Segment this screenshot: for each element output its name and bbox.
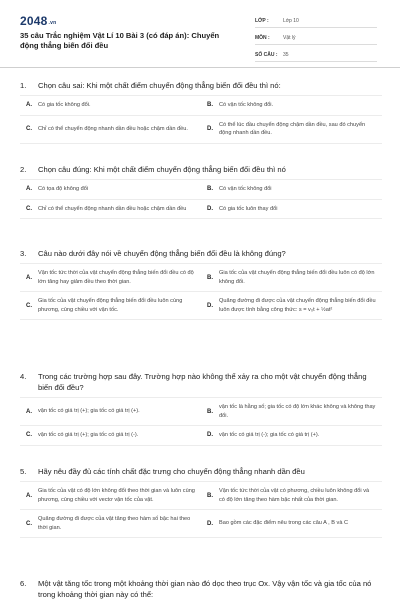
site-logo[interactable]: 2048.vn [20, 14, 57, 28]
page-header [0, 0, 400, 66]
question-stem [20, 578, 382, 600]
options-row [20, 425, 382, 445]
option-text: Chỉ có thể chuyển động nhanh dần đều hoặc chậm dần đều. [38, 125, 188, 132]
option-text: Vận tốc tức thời của vật chuyển động thẳng biến đổi đều có độ lớn tăng hay giảm đều theo thời gian. [38, 270, 194, 285]
info-value: 35 [283, 51, 289, 58]
question-stem [20, 80, 382, 91]
question-stem [20, 164, 382, 175]
option-text: vận tốc có giá trị (+); gia tốc có giá trị (-). [38, 432, 139, 439]
option-b[interactable] [201, 398, 382, 425]
option-letter: A. [26, 492, 32, 499]
options-row [20, 115, 382, 143]
question-stem [20, 248, 382, 259]
info-label: LỚP : [255, 17, 269, 24]
question-4 [20, 371, 382, 446]
option-text: Gia tốc của vật chuyển động thẳng biến đổi đều luôn cùng phương, cùng chiều với vận tốc. [38, 298, 183, 313]
option-text: Bao gồm các đặc điểm nêu trong các câu A , B và C [219, 520, 349, 527]
question-text: Trong các trường hợp sau đây. Trường hợp nào không thể xảy ra cho một vật chuyển động thẳng biến đổi đều? [38, 372, 367, 392]
option-b[interactable] [201, 180, 382, 199]
option-text: vận tốc là hằng số; gia tốc có độ lớn khác không và không thay đổi. [219, 404, 376, 419]
option-text: Có vận tốc không đổi [219, 186, 272, 192]
option-letter: A. [26, 186, 32, 193]
option-letter: D. [207, 302, 213, 309]
header-divider [0, 67, 400, 68]
option-text: Gia tốc của vật chuyển động thẳng biến đổi đều luôn có độ lớn không đổi. [219, 270, 375, 285]
option-c[interactable] [20, 292, 201, 319]
question-text: Câu nào dưới đây nói về chuyển động thẳng biến đổi đều là không đúng? [38, 249, 286, 258]
question-number: 5. [20, 467, 27, 476]
option-c[interactable] [20, 120, 201, 139]
option-text: vận tốc có giá trị (+); gia tốc có giá trị (+). [38, 408, 140, 415]
options-grid [20, 263, 382, 320]
info-value: Lớp 10 [283, 17, 299, 24]
question-number: 4. [20, 372, 27, 381]
document-title: 35 câu Trắc nghiệm Vật Lí 10 Bài 3 (có đáp án): Chuyển động thẳng biến đổi đều [20, 31, 220, 50]
option-letter: A. [26, 102, 32, 109]
option-d[interactable] [201, 514, 382, 533]
info-label: MÔN : [255, 34, 270, 41]
option-a[interactable] [20, 264, 201, 291]
option-c[interactable] [20, 426, 201, 445]
option-letter: C. [26, 520, 32, 527]
option-c[interactable] [20, 200, 201, 219]
option-letter: B. [207, 102, 213, 109]
option-letter: C. [26, 126, 32, 133]
option-b[interactable] [201, 264, 382, 291]
options-row [20, 180, 382, 199]
option-text: Quãng đường đi được của vật chuyển động thẳng biến đổi đều luôn được tính bằng công thức: s = v₀t + ½at² [219, 298, 376, 313]
option-a[interactable] [20, 482, 201, 509]
options-grid [20, 397, 382, 446]
option-letter: C. [26, 302, 32, 309]
options-grid [20, 481, 382, 538]
question-text: Một vật tăng tốc trong một khoảng thời gian nào đó dọc theo trục Ox. Vậy vận tốc và gia tốc của nó trong khoảng thời gian này có thể: [38, 579, 372, 599]
option-letter: B. [207, 492, 213, 499]
info-row-grade [255, 14, 377, 28]
info-row-count [255, 48, 377, 62]
option-text: Vận tốc tức thời của vật có phương, chiều luôn không đổi và có độ lớn tăng theo hàm bậc nhất của thời gian. [219, 488, 370, 503]
option-letter: B. [207, 408, 213, 415]
options-row [20, 96, 382, 115]
question-2 [20, 164, 382, 219]
option-text: Chỉ có thể chuyển động nhanh dần đều hoặc chậm dần đều [38, 205, 187, 212]
question-3 [20, 248, 382, 320]
option-c[interactable] [20, 510, 201, 537]
option-letter: C. [26, 432, 32, 439]
options-grid [20, 179, 382, 219]
option-a[interactable] [20, 402, 201, 421]
option-letter: A. [26, 408, 32, 415]
question-5 [20, 466, 382, 538]
option-text: Có tọa độ không đổi [38, 186, 89, 192]
question-6 [20, 578, 382, 600]
option-letter: D. [207, 432, 213, 439]
info-panel [255, 14, 377, 62]
question-number: 2. [20, 165, 27, 174]
question-stem [20, 371, 382, 393]
option-text: Quãng đường đi được của vật tăng theo hàm số bậc hai theo thời gian. [38, 516, 191, 531]
question-stem [20, 466, 382, 477]
option-letter: D. [207, 126, 213, 133]
option-text: Có gia tốc luôn thay đổi [219, 205, 278, 212]
option-d[interactable] [201, 426, 382, 445]
option-d[interactable] [201, 200, 382, 219]
option-letter: B. [207, 274, 213, 281]
option-text: Có gia tốc không đổi. [38, 102, 91, 108]
option-letter: D. [207, 205, 213, 212]
option-d[interactable] [201, 292, 382, 319]
option-d[interactable] [201, 116, 382, 143]
option-a[interactable] [20, 180, 201, 199]
info-label: SỐ CÂU : [255, 51, 278, 58]
option-letter: C. [26, 205, 32, 212]
option-text: Gia tốc của vật có độ lớn không đổi theo thời gian và luôn cùng phương, cùng chiều với vectơ vận tốc của vật. [38, 488, 195, 503]
option-b[interactable] [201, 96, 382, 115]
question-text: Hãy nêu đầy đủ các tính chất đặc trưng cho chuyển động thẳng nhanh dần đều [38, 467, 305, 476]
info-value: Vật lý [283, 34, 296, 41]
question-text: Chọn câu sai: Khi một chất điểm chuyển động thẳng biến đổi đều thì nó: [38, 81, 281, 90]
question-1 [20, 80, 382, 144]
option-text: Có thể lúc đầu chuyển động chậm dần đều, sau đó chuyển động nhanh dần đều. [219, 121, 366, 137]
options-row [20, 199, 382, 219]
question-number: 1. [20, 81, 27, 90]
question-number: 6. [20, 579, 27, 588]
option-text: Có vận tốc không đổi. [219, 102, 274, 108]
option-b[interactable] [201, 482, 382, 509]
option-a[interactable] [20, 96, 201, 115]
options-grid [20, 95, 382, 144]
option-letter: A. [26, 274, 32, 281]
options-row [20, 509, 382, 537]
info-row-subject [255, 31, 377, 45]
options-row [20, 482, 382, 509]
option-letter: D. [207, 520, 213, 527]
question-text: Chọn câu đúng: Khi một chất điểm chuyển động thẳng biến đổi đều thì nó [38, 165, 286, 174]
options-row [20, 398, 382, 425]
options-row [20, 264, 382, 291]
options-row [20, 291, 382, 319]
option-letter: B. [207, 186, 213, 193]
option-text: vận tốc có giá trị (-); gia tốc có giá trị (+). [219, 432, 320, 439]
question-number: 3. [20, 249, 27, 258]
